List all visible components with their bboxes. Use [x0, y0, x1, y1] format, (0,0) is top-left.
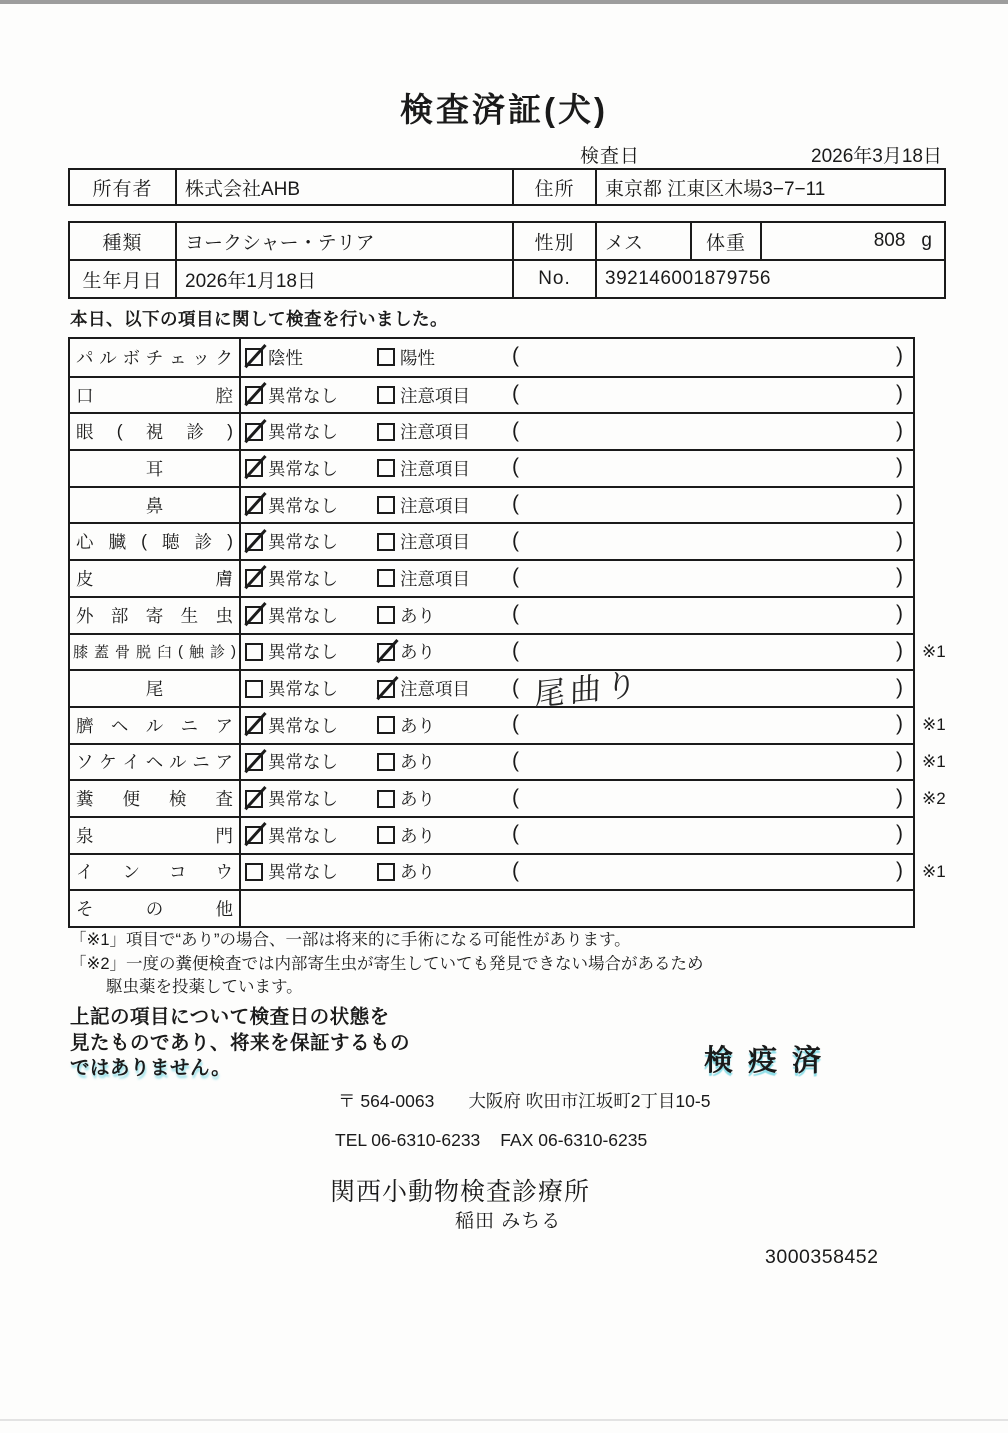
option-1-label: 異常なし: [268, 679, 338, 700]
checklist-row: [70, 666, 913, 713]
checklist-row: [70, 633, 946, 670]
checklist-row: [70, 559, 913, 596]
inspection-date-label: 検査日: [580, 146, 641, 167]
item-content: [241, 891, 913, 926]
item-content: [241, 818, 913, 853]
item-label: 鼻: [70, 488, 241, 523]
paren-close: ): [896, 565, 903, 589]
checkbox-unchecked: [245, 643, 263, 661]
option-2-label: あり: [400, 825, 435, 846]
item-label: パ ル ボ チ ェ ッ ク: [70, 339, 241, 376]
paren-close: ): [896, 785, 903, 809]
checkbox-unchecked: [245, 863, 263, 881]
option-2: [377, 378, 470, 413]
option-2-label: あり: [400, 789, 435, 810]
option-2-label: 注意項目: [400, 422, 470, 443]
option-2: [377, 818, 435, 853]
postal-code: 〒 564-0063: [338, 1091, 435, 1111]
option-2-label: 注意項目: [400, 458, 470, 479]
option-2-label: 注意項目: [400, 568, 470, 589]
checkbox-checked: [377, 680, 395, 698]
checkbox-unchecked: [377, 863, 395, 881]
item-content: [241, 451, 913, 486]
option-2: [377, 635, 435, 670]
checkbox-checked: [245, 790, 263, 808]
checklist-row: [70, 339, 913, 376]
item-label: 膝 蓋 骨 脱 臼 ( 触 診 ): [70, 635, 241, 670]
checkbox-checked: [245, 569, 263, 587]
item-label: 糞 便 検 査: [70, 781, 241, 816]
inspection-date-value: 2026年3月18日: [811, 146, 942, 167]
option-1: [245, 524, 338, 559]
option-2: [377, 451, 470, 486]
footnote-2-continued: 駆虫薬を投薬しています。: [106, 978, 303, 996]
breed-value: ヨークシャー・テリア: [176, 222, 513, 260]
option-2: [377, 524, 470, 559]
option-2-label: 注意項目: [400, 679, 470, 700]
item-content: [241, 855, 913, 890]
option-1: [245, 818, 338, 853]
breed-label: 種類: [69, 222, 176, 260]
item-content: [241, 488, 913, 523]
document-title: 検査済証(犬): [400, 91, 608, 128]
address-value: 東京都 江東区木場3−7−11: [596, 169, 945, 205]
paren-close: ): [896, 638, 903, 662]
paren-open: (: [512, 822, 519, 846]
option-2: [377, 339, 435, 376]
option-1-label: 異常なし: [268, 568, 338, 589]
checklist-row: [70, 449, 913, 486]
paren-close: ): [896, 822, 903, 846]
footnote-mark: ※2: [922, 788, 946, 808]
option-1: [245, 745, 338, 780]
owner-row: [69, 169, 945, 205]
paren-open: (: [512, 382, 519, 406]
checklist-row: [70, 889, 913, 926]
option-2: [377, 745, 435, 780]
option-1-label: 異常なし: [268, 752, 338, 773]
item-content: [241, 339, 913, 376]
option-2-label: あり: [400, 862, 435, 883]
clinic-name: 関西小動物検査診療所: [330, 1178, 591, 1206]
item-label: イ ン コ ウ: [70, 855, 241, 890]
owner-value: 株式会社AHB: [176, 169, 513, 205]
breed-row: [69, 222, 945, 260]
checkbox-checked: [245, 459, 263, 477]
disclaimer-line-3: ではありません。: [70, 1057, 232, 1079]
item-content: [241, 561, 913, 596]
option-1: [245, 635, 338, 670]
checkbox-checked: [245, 533, 263, 551]
footnotes: [70, 929, 910, 1000]
option-2: [377, 598, 435, 633]
option-2-label: あり: [400, 642, 435, 663]
sex-value: メス: [596, 222, 691, 260]
checkbox-checked: [245, 423, 263, 441]
clinic-tel-line: [335, 1130, 647, 1151]
birthdate-label: 生年月日: [69, 260, 176, 298]
option-2-label: あり: [400, 752, 435, 773]
paren-open: (: [512, 748, 519, 772]
paren-open: (: [512, 528, 519, 552]
paren-open: (: [512, 712, 519, 736]
disclaimer-line-1: 上記の項目について検査日の状態を: [70, 1006, 390, 1028]
item-label: 外 部 寄 生 虫: [70, 598, 241, 633]
option-1: [245, 488, 338, 523]
option-1-label: 異常なし: [268, 495, 338, 516]
footnote-mark: ※1: [922, 715, 946, 735]
item-content: [241, 414, 913, 449]
disclaimer-line-2: 見たものであり、将来を保証するもの: [70, 1031, 411, 1054]
option-1: [245, 414, 338, 449]
item-label: 心 臓 ( 聴 診 ): [70, 524, 241, 559]
owner-label: 所有者: [69, 169, 176, 205]
option-1-label: 異常なし: [268, 532, 338, 553]
owner-table: [68, 168, 946, 206]
checkbox-checked: [245, 753, 263, 771]
paren-close: ): [896, 675, 903, 699]
paren-open: (: [512, 675, 519, 699]
item-content: [241, 745, 913, 780]
clinic-postal-line: [338, 1088, 710, 1113]
paren-close: ): [896, 748, 903, 772]
item-content: [241, 598, 913, 633]
checkbox-unchecked: [377, 569, 395, 587]
number-label: No.: [513, 260, 596, 298]
item-label: 臍 ヘ ル ニ ア: [70, 708, 241, 743]
item-content: [241, 708, 913, 743]
paren-open: (: [512, 492, 519, 516]
footnote-1: 「※1」項目で“あり”の場合、一部は将来的に手術になる可能性があります。: [70, 931, 631, 949]
option-2-label: あり: [400, 605, 435, 626]
paren-open: (: [512, 785, 519, 809]
paren-open: (: [512, 638, 519, 662]
sex-label: 性別: [513, 222, 596, 260]
option-2: [377, 671, 470, 706]
footnote-mark: ※1: [922, 751, 946, 771]
option-1: [245, 708, 338, 743]
paren-close: ): [896, 602, 903, 626]
inspection-date-line: [68, 141, 944, 165]
paren-close: ): [896, 344, 903, 368]
checkbox-unchecked: [377, 753, 395, 771]
item-label: 泉 門: [70, 818, 241, 853]
footnote-2: 「※2」一度の糞便検査では内部寄生虫が寄生していても発見できない場合があるため: [70, 954, 704, 973]
checkbox-unchecked: [377, 716, 395, 734]
examiner-name: 稲田 みちる: [455, 1211, 562, 1232]
checklist-row: [70, 596, 913, 633]
option-1: [245, 339, 303, 376]
checkbox-unchecked: [377, 606, 395, 624]
item-label: そ の 他: [70, 891, 241, 926]
handwritten-note: 尾曲り: [533, 666, 642, 713]
scan-edge-artifact: [0, 1419, 1008, 1421]
paren-open: (: [512, 565, 519, 589]
paren-close: ): [896, 859, 903, 883]
checkbox-unchecked: [377, 348, 395, 366]
option-1: [245, 671, 338, 706]
weight-unit: g: [921, 230, 932, 251]
checkbox-checked: [245, 716, 263, 734]
checkbox-unchecked: [377, 459, 395, 477]
paren-close: ): [896, 712, 903, 736]
item-label: 口 腔: [70, 378, 241, 413]
weight-cell: [761, 222, 945, 260]
checkbox-checked: [245, 386, 263, 404]
option-2-label: 陽性: [400, 347, 435, 368]
option-2: [377, 781, 435, 816]
disclaimer-statement: [70, 1005, 410, 1082]
checklist-row: [70, 743, 946, 780]
option-2: [377, 488, 470, 523]
item-label: 眼 ( 視 診 ): [70, 414, 241, 449]
checklist-row: [70, 522, 913, 559]
option-1-label: 異常なし: [268, 458, 338, 479]
checkbox-unchecked: [377, 826, 395, 844]
option-1-label: 異常なし: [268, 715, 338, 736]
paren-close: ): [896, 382, 903, 406]
option-1: [245, 451, 338, 486]
item-content: [241, 666, 913, 713]
option-2-label: 注意項目: [400, 532, 470, 553]
option-1-label: 異常なし: [268, 642, 338, 663]
paren-open: (: [512, 455, 519, 479]
item-content: [241, 524, 913, 559]
checklist-row: [70, 376, 913, 413]
clinic-fax: FAX 06-6310-6235: [500, 1130, 648, 1150]
serial-number: 3000358452: [765, 1246, 879, 1268]
option-2-label: あり: [400, 715, 435, 736]
option-1-label: 異常なし: [268, 605, 338, 626]
paren-open: (: [512, 859, 519, 883]
paren-open: (: [512, 602, 519, 626]
paren-close: ): [896, 528, 903, 552]
clinic-address: 大阪府 吹田市江坂町2丁目10-5: [468, 1091, 711, 1111]
option-2-label: 注意項目: [400, 385, 470, 406]
footnote-mark: ※1: [922, 861, 946, 881]
checkbox-checked: [245, 606, 263, 624]
option-2-label: 注意項目: [400, 495, 470, 516]
item-content: [241, 781, 913, 816]
checkbox-checked: [245, 348, 263, 366]
option-1-label: 異常なし: [268, 385, 338, 406]
option-1: [245, 561, 338, 596]
item-label: ソ ケ イ ヘ ル ニ ア: [70, 745, 241, 780]
paren-close: ): [896, 418, 903, 442]
option-1-label: 異常なし: [268, 422, 338, 443]
option-2: [377, 561, 470, 596]
checklist-row: [70, 779, 946, 816]
scan-edge-artifact: [0, 0, 1008, 4]
checkbox-checked: [377, 643, 395, 661]
checklist-row: [70, 706, 946, 743]
checklist-row: [70, 853, 946, 890]
checklist-row: [70, 412, 913, 449]
checklist-table: [68, 337, 946, 928]
item-content: [241, 378, 913, 413]
quarantine-stamp: 検疫済: [704, 1045, 837, 1077]
option-1-label: 異常なし: [268, 862, 338, 883]
paren-open: (: [512, 344, 519, 368]
number-value: 392146001879756: [596, 260, 945, 298]
option-1: [245, 378, 338, 413]
checkbox-unchecked: [245, 680, 263, 698]
dog-info-table: [68, 221, 946, 299]
paren-close: ): [896, 455, 903, 479]
option-1: [245, 855, 338, 890]
intro-text: 本日、以下の項目に関して検査を行いました。: [70, 309, 448, 329]
checkbox-unchecked: [377, 533, 395, 551]
item-label: 耳: [70, 451, 241, 486]
item-label: 皮 膚: [70, 561, 241, 596]
paren-close: ): [896, 492, 903, 516]
checkbox-unchecked: [377, 496, 395, 514]
option-1-label: 異常なし: [268, 825, 338, 846]
address-label: 住所: [513, 169, 596, 205]
birthdate-value: 2026年1月18日: [176, 260, 513, 298]
option-1-label: 陰性: [268, 347, 303, 368]
paren-open: (: [512, 418, 519, 442]
option-2: [377, 855, 435, 890]
checklist-row: [70, 816, 913, 853]
checkbox-checked: [245, 826, 263, 844]
birth-row: [69, 260, 945, 298]
checklist-row: [70, 486, 913, 523]
checkbox-unchecked: [377, 386, 395, 404]
weight-value: 808: [873, 230, 906, 251]
checkbox-checked: [245, 496, 263, 514]
clinic-tel: TEL 06-6310-6233: [335, 1130, 481, 1150]
option-1: [245, 781, 338, 816]
checkbox-unchecked: [377, 423, 395, 441]
option-2: [377, 414, 470, 449]
footnote-mark: ※1: [922, 641, 946, 661]
option-1: [245, 598, 338, 633]
checkbox-unchecked: [377, 790, 395, 808]
option-2: [377, 708, 435, 743]
option-1-label: 異常なし: [268, 789, 338, 810]
weight-label: 体重: [691, 222, 761, 260]
item-label: 尾: [70, 671, 241, 706]
